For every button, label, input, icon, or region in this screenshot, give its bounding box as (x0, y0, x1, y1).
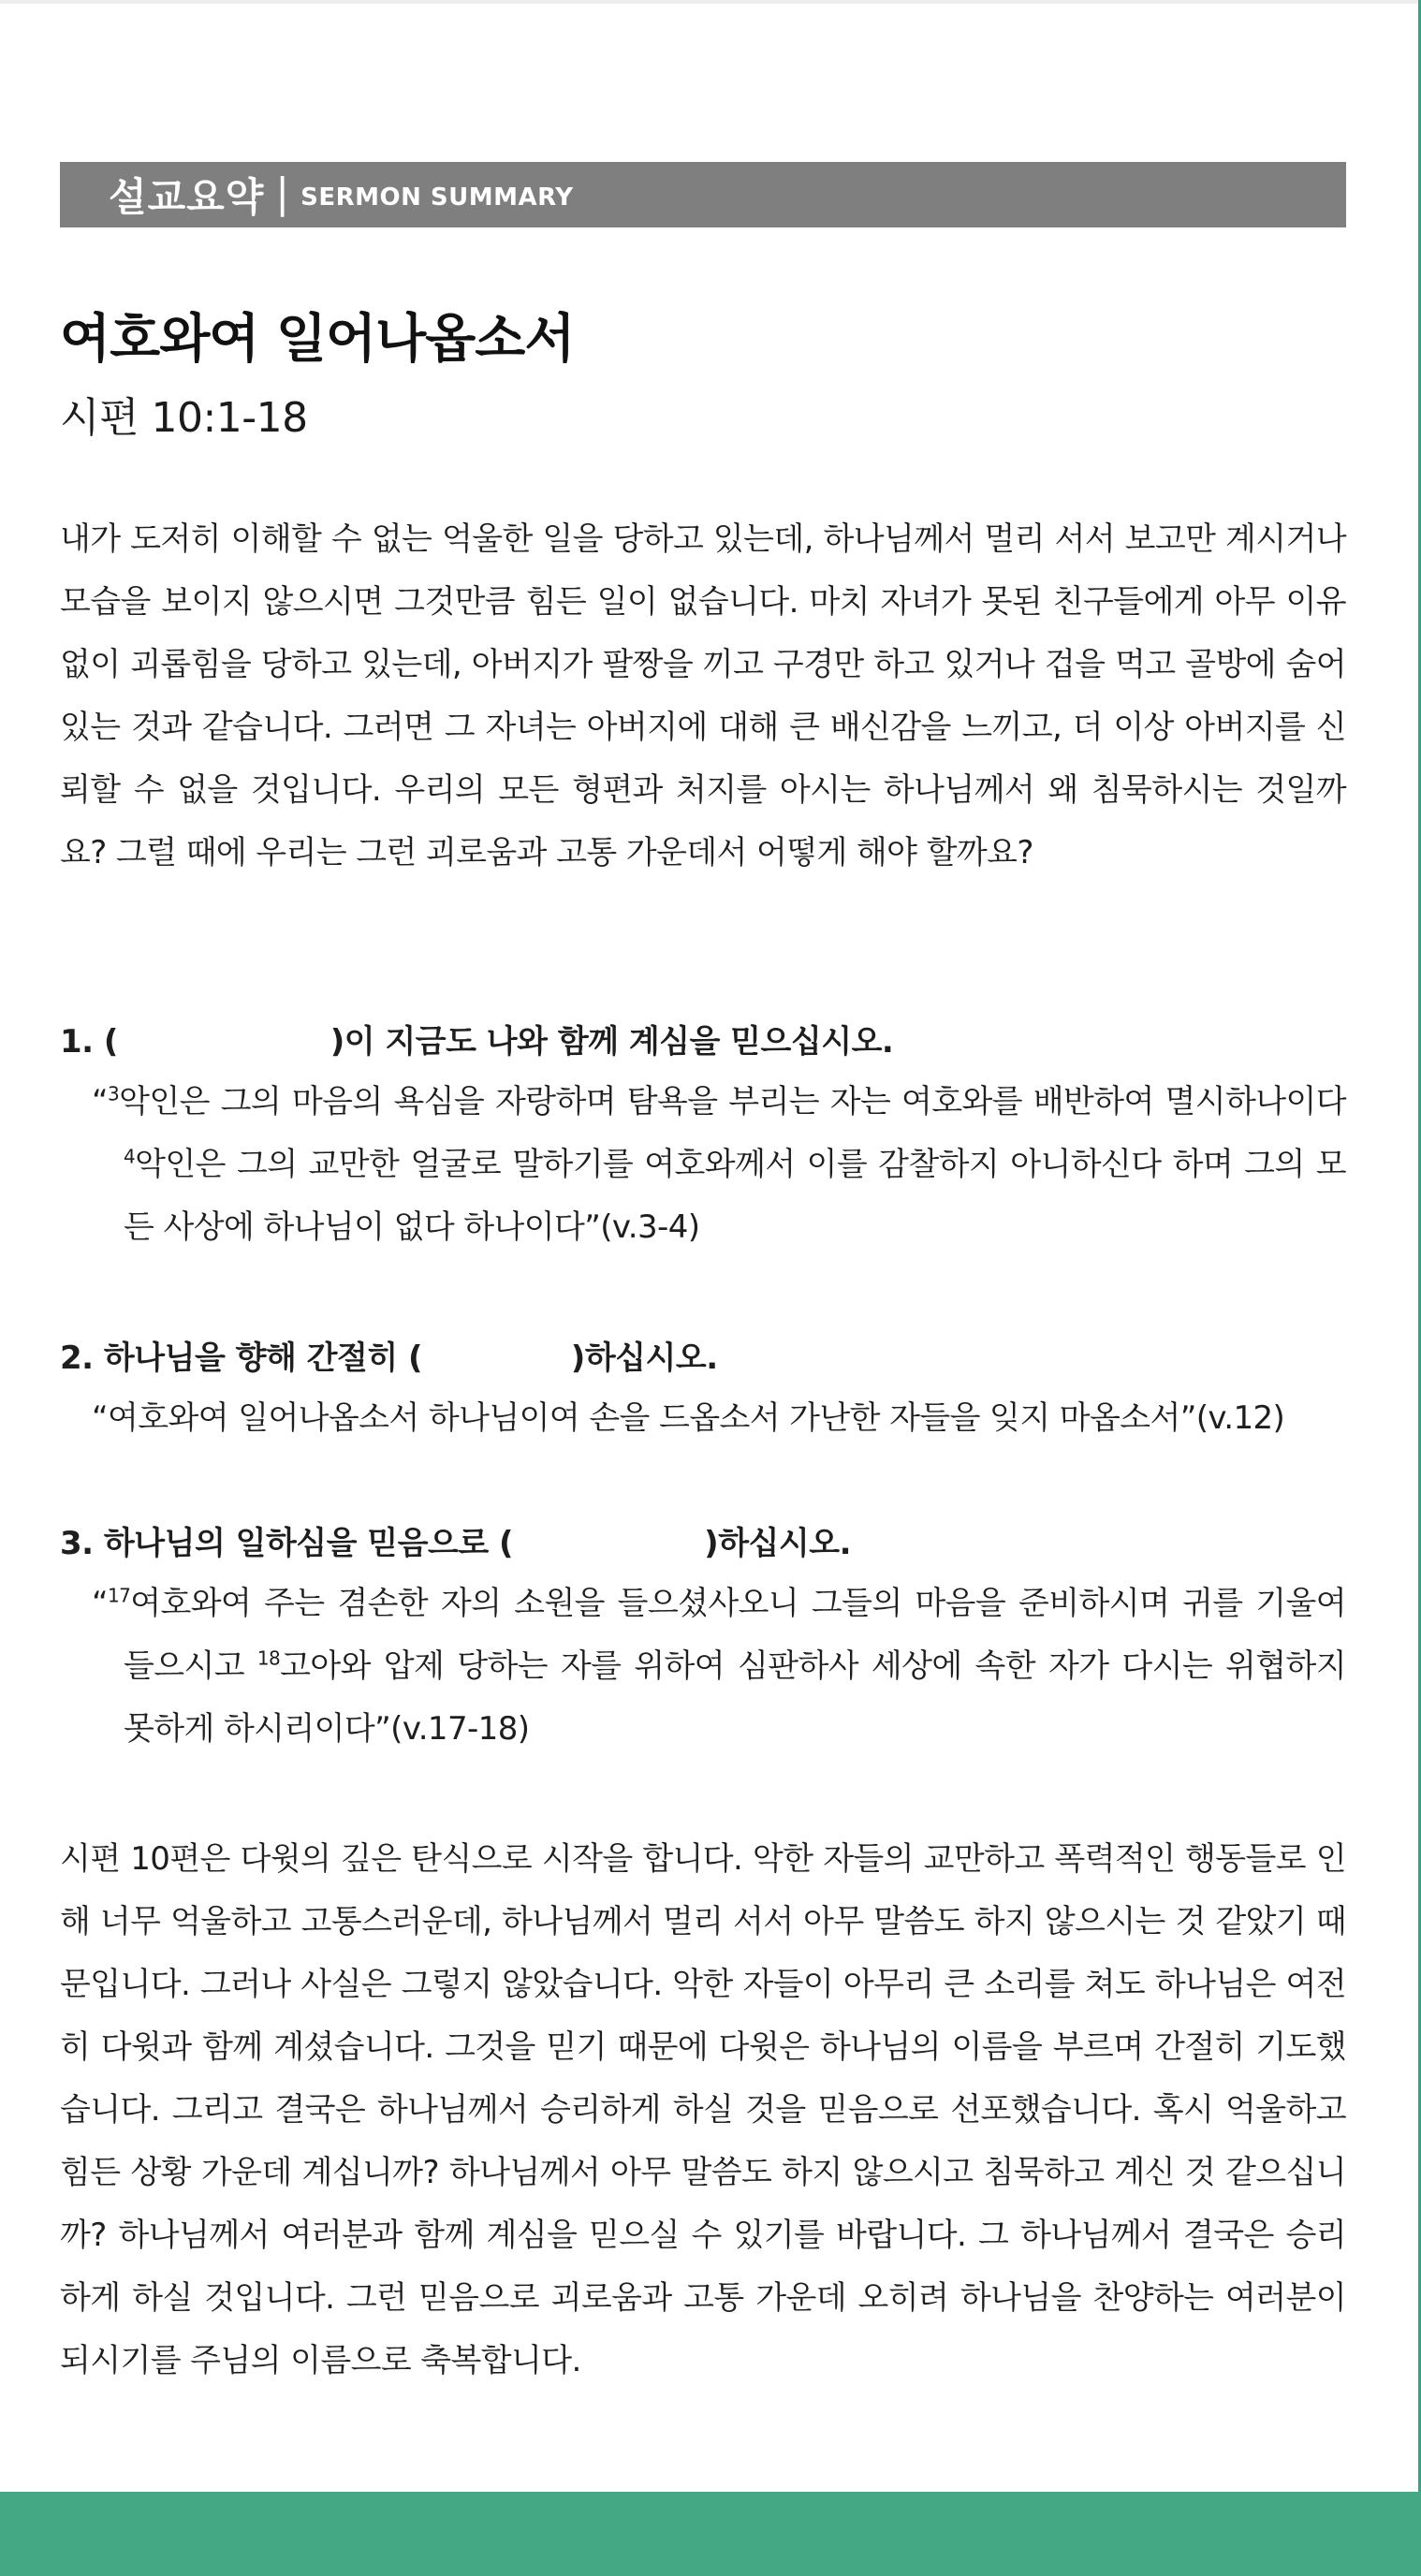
section-header-bar (60, 162, 1346, 227)
closing-paragraph: 시편 10편은 다윗의 깊은 탄식으로 시작을 합니다. 악한 자들의 교만하고 폭력적인 행동들로 인해 너무 억울하고 고통스러운데, 하나님께서 멀리 서서 아무 말씀도 하지 않으시는 것 같았기 때문입니다. 그러나 사실은 그렇지 않았습니다. 악한 자들이 아무리 큰 소리를 쳐도 하나님은 여전히 다윗과 함께 계셨습니다. 그것을 믿기 때문에 다윗은 하나님의 이름을 부르며 간절히 기도했습니다. 그리고 결국은 하나님께서 승리하게 하실 것을 믿음으로 선포했습니다. 혹시 억울하고 힘든 상황 가운데 계십니까? 하나님께서 아무 말씀도 하지 않으시고 침묵하고 계신 것 같으십니까? 하나님께서 여러분과 함께 계심을 믿으실 수 있기를 바랍니다. 그 하나님께서 결국은 승리하게 하실 것입니다. 그런 믿음으로 괴로움과 고통 가운데 오히려 하나님을 찬양하는 여러분이 되시기를 주님의 이름으로 축복합니다. (60, 1840, 1346, 2379)
point-3 (60, 1515, 1346, 1761)
point-3-quote-open: “ (92, 1585, 109, 1622)
point-3-heading-after: )하십시오. (704, 1525, 852, 1562)
point-1-quote-a: 악인은 그의 마음의 욕심을 자랑하며 탐욕을 부리는 자는 여호와를 배반하여 멸시하나이다 (119, 1083, 1346, 1120)
sermon-title: 여호와여 일어나옵소서 (60, 309, 575, 370)
point-1-quote-b: 악인은 그의 교만한 얼굴로 말하기를 여호와께서 이를 감찰하지 아니하신다 하며 그의 모든 사상에 하나님이 없다 하나이다”(v.3-4) (124, 1146, 1346, 1246)
point-2-fill-blank (422, 1329, 571, 1387)
point-1-fill-blank (118, 1013, 330, 1071)
point-3-fill-blank (513, 1515, 704, 1573)
header-english-label: SERMON SUMMARY (300, 183, 574, 212)
point-2-heading (60, 1329, 1346, 1387)
scripture-reference: 시편 10:1-18 (60, 394, 308, 442)
footer-band (0, 2492, 1421, 2576)
point-2-heading-before: 2. 하나님을 향해 간절히 ( (60, 1339, 423, 1377)
point-1-verse-b: 4 (124, 1145, 136, 1168)
point-2 (60, 1329, 1346, 1450)
point-3-verse-b: 18 (256, 1647, 281, 1670)
point-3-heading (60, 1515, 1346, 1573)
point-3-heading-before: 3. 하나님의 일하심을 믿음으로 ( (60, 1525, 514, 1562)
intro-paragraph: 내가 도저히 이해할 수 없는 억울한 일을 당하고 있는데, 하나님께서 멀리 서서 보고만 계시거나 모습을 보이지 않으시면 그것만큼 힘든 일이 없습니다. 마치 자녀가 못된 친구들에게 아무 이유 없이 괴롭힘을 당하고 있는데, 아버지가 팔짱을 끼고 구경만 하고 있거나 겁을 먹고 골방에 숨어 있는 것과 같습니다. 그러면 그 자녀는 아버지에 대해 큰 배신감을 느끼고, 더 이상 아버지를 신뢰할 수 없을 것입니다. 우리의 모든 형편과 처지를 아시는 하나님께서 왜 침묵하시는 것일까요? 그럴 때에 우리는 그런 괴로움과 고통 가운데서 어떻게 해야 할까요? (60, 520, 1346, 871)
point-1-verse-a: 3 (108, 1082, 120, 1105)
point-1 (60, 1013, 1346, 1259)
header-separator: | (275, 168, 290, 217)
point-1-heading (60, 1013, 1346, 1071)
point-3-verse-a: 17 (108, 1584, 131, 1607)
header-korean-label: 설교요약 (109, 174, 265, 220)
point-1-heading-before: 1. ( (60, 1023, 118, 1061)
point-2-quote: “여호와여 일어나옵소서 하나님이여 손을 드옵소서 가난한 자들을 잊지 마옵소서”(v.12) (92, 1399, 1285, 1437)
point-3-quote-b: 고아와 압제 당하는 자를 위하여 심판하사 세상에 속한 자가 다시는 위협하지 못하게 하시리이다”(v.17-18) (124, 1647, 1346, 1748)
point-3-quote-a: 여호와여 주는 겸손한 자의 소원을 들으셨사오니 그들의 마음을 준비하시며 귀를 기울여 들으시고 (124, 1585, 1346, 1685)
point-3-quote (92, 1573, 1346, 1761)
point-2-heading-after: )하십시오. (570, 1339, 718, 1377)
top-border (0, 0, 1421, 4)
point-1-heading-after: )이 지금도 나와 함께 계심을 믿으십시오. (330, 1023, 894, 1061)
point-1-quote (92, 1071, 1346, 1259)
point-1-quote-open: “ (92, 1083, 109, 1120)
